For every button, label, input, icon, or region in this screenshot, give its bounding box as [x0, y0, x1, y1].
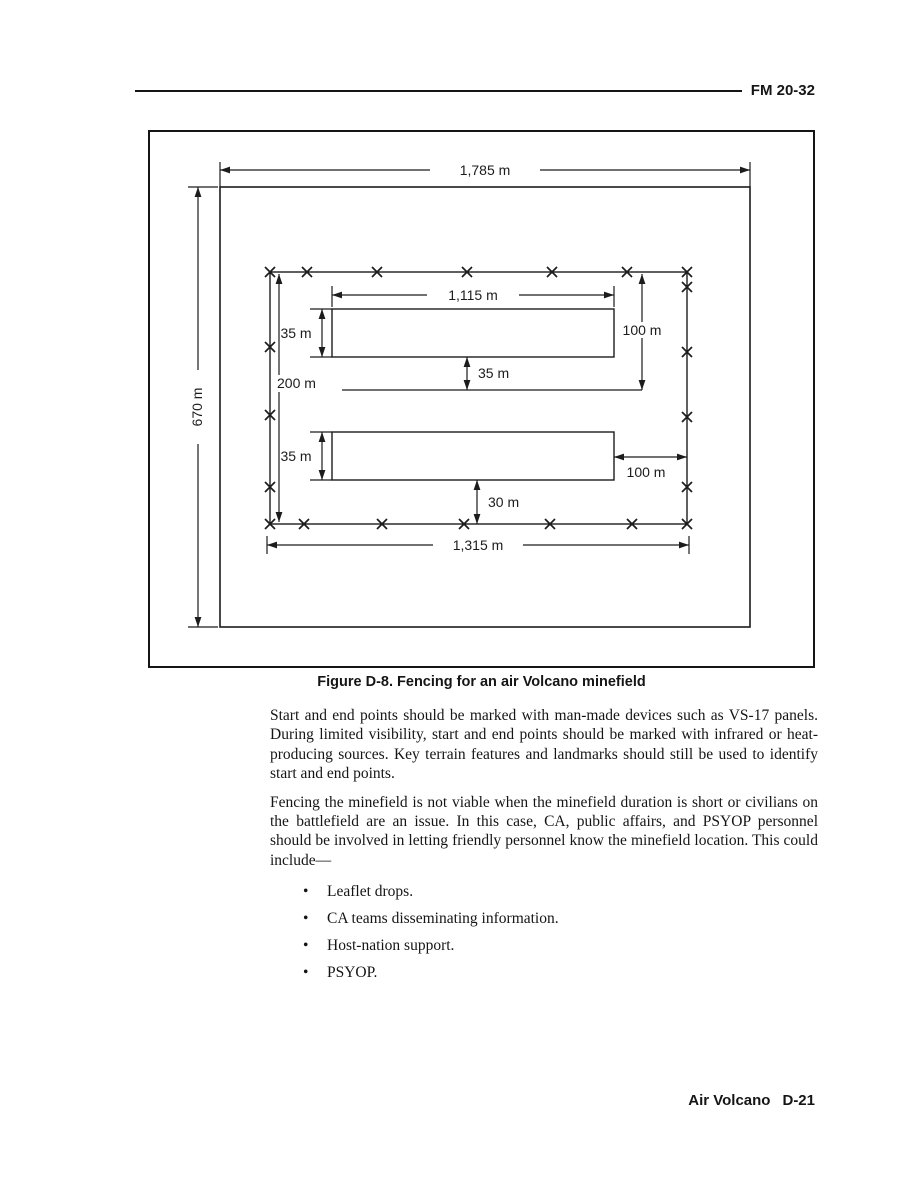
dim-strip-gap	[467, 357, 509, 390]
bullet-list	[270, 882, 818, 982]
dim-label-inner-width: 1,315 m	[452, 537, 504, 553]
bullet-icon: •	[303, 910, 309, 928]
dim-label-strip2-height: 35 m	[280, 448, 312, 464]
dim-inner-width	[267, 536, 689, 554]
list-item	[270, 882, 818, 901]
dim-outer-height	[188, 187, 218, 627]
bullet-icon: •	[303, 937, 309, 955]
dim-strip1-height	[280, 309, 332, 357]
dim-right-offset-top	[617, 274, 667, 390]
page-footer	[688, 1092, 815, 1109]
doc-number: FM 20-32	[750, 82, 815, 99]
dim-strip2-height	[280, 432, 332, 480]
list-item	[270, 963, 818, 982]
mine-strip-1	[332, 309, 614, 357]
footer-section-title: Air Volcano	[688, 1092, 771, 1109]
list-item	[270, 936, 818, 955]
footer-page-number: D-21	[782, 1092, 815, 1109]
dim-left-offset	[272, 274, 324, 522]
bullet-text: CA teams disseminating information.	[327, 910, 559, 928]
outer-boundary	[220, 187, 750, 627]
dim-label-outer-width: 1,785 m	[459, 162, 511, 178]
figure-caption: Figure D-8. Fencing for an air Volcano minefield	[317, 674, 646, 690]
bullet-text: Leaflet drops.	[327, 883, 414, 901]
list-item	[270, 909, 818, 928]
bullet-icon: •	[303, 963, 309, 981]
dim-right-offset-bottom	[614, 457, 687, 480]
mine-strip-2	[332, 432, 614, 480]
dim-label-strip1-height: 35 m	[280, 325, 312, 341]
header-rule	[135, 90, 742, 92]
page-header	[135, 82, 815, 99]
dim-strip-length	[332, 286, 614, 307]
figure-frame	[148, 130, 815, 668]
bullet-text: PSYOP.	[327, 963, 378, 981]
bullet-text: Host-nation support.	[327, 937, 455, 955]
minefield-fencing-diagram	[150, 132, 813, 666]
dim-label-right-offset-top: 100 m	[622, 322, 662, 338]
bullet-icon: •	[303, 883, 309, 901]
paragraph: Fencing the minefield is not viable when the minefield duration is short or civilians on the battlefield are an issue. In this case, CA, public affairs, and PSYOP personnel should be involved in letting friendly personnel know the minefield location. This could include—	[270, 793, 818, 869]
body-text	[270, 706, 818, 990]
dim-bottom-gap	[477, 480, 519, 524]
dim-label-right-offset-bottom: 100 m	[626, 464, 666, 480]
fence-post-x-marks	[265, 267, 692, 529]
paragraph: Start and end points should be marked with man-made devices such as VS-17 panels. During limited visibility, start and end points should be marked with infrared or heat-producing sources. Key terrain features and landmarks should still be used to identify start and end points.	[270, 707, 818, 783]
dim-label-outer-height: 670 m	[189, 387, 205, 427]
dim-label-bottom-gap: 30 m	[488, 494, 520, 510]
dim-label-left-offset: 200 m	[277, 375, 316, 391]
dim-label-strip-length: 1,115 m	[448, 287, 498, 303]
dim-outer-width	[220, 161, 750, 187]
dim-label-strip-gap: 35 m	[478, 365, 510, 381]
